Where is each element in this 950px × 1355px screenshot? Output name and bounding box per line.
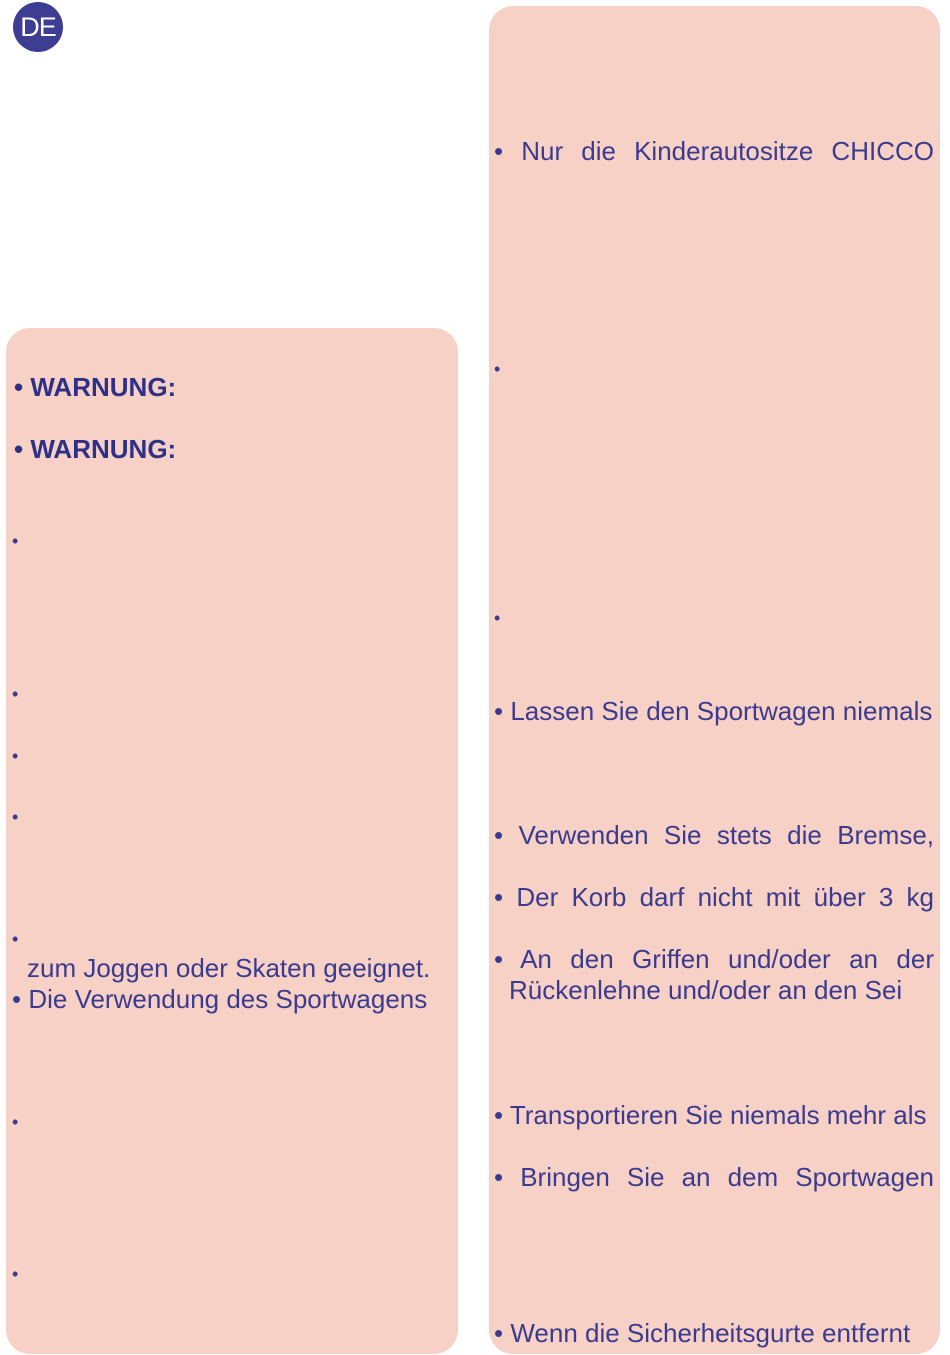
text-line-griffen: • An den Griffen und/oder an der [494,944,934,974]
text-line-korb: • Der Korb darf nicht mit über 3 kg [494,882,935,912]
text-line-lassen: • Lassen Sie den Sportwagen niemals [494,696,933,726]
text-line-bringen: • Bringen Sie an dem Sportwagen [494,1162,934,1192]
text-line-sicherheitsgurte: • Wenn die Sicherheitsgurte entfernt [494,1318,911,1348]
text-line-bremse-label: Verwenden Sie stets die Bremse, [518,820,934,850]
left-warning-panel [6,328,458,1354]
warning-line-1: • WARNUNG: [14,372,177,402]
text-line-kinderautositze: • Nur die Kinderautositze CHICCO [494,136,934,166]
bullet-marker: • [12,929,19,949]
text-line-korb-label: Der Korb darf nicht mit über 3 kg [516,882,935,912]
text-line-verwendung: • Die Verwendung des Sportwagens [12,984,428,1014]
bullet-marker: • [12,746,19,766]
text-line-bremse: • Verwenden Sie stets die Bremse, [494,820,934,850]
right-warning-panel [489,6,940,1354]
warning-line-2: • WARNUNG: [14,434,177,464]
language-badge: DE [13,2,63,52]
text-line-transportieren-label: Transportieren Sie niemals mehr als [509,1100,927,1130]
bullet-marker: • [12,531,19,551]
bullet-marker: • [12,1112,19,1132]
text-line-kinderautositze-label: Nur die Kinderautositze CHICCO [521,136,934,166]
text-line-rueckenlehne: Rückenlehne und/oder an den Sei [509,975,903,1005]
text-line-bringen-label: Bringen Sie an dem Sportwagen [520,1162,934,1192]
text-line-sicherheitsgurte-label: Wenn die Sicherheitsgurte entfernt [510,1318,911,1348]
bullet-marker: • [12,1264,19,1284]
bullet-marker: • [494,608,501,628]
bullet-marker: • [12,807,19,827]
text-line-transportieren: • Transportieren Sie niemals mehr als [494,1100,927,1130]
bullet-marker: • [12,684,19,704]
warning-label-1: WARNUNG: [30,372,177,402]
text-line-griffen-label: An den Griffen und/oder an der [520,944,934,974]
text-line-joggen: zum Joggen oder Skaten geeignet. [27,953,431,983]
text-line-verwendung-label: Die Verwendung des Sportwagens [28,984,428,1014]
text-line-lassen-label: Lassen Sie den Sportwagen niemals [510,696,933,726]
bullet-marker: • [494,359,501,379]
warning-label-2: WARNUNG: [30,434,177,464]
